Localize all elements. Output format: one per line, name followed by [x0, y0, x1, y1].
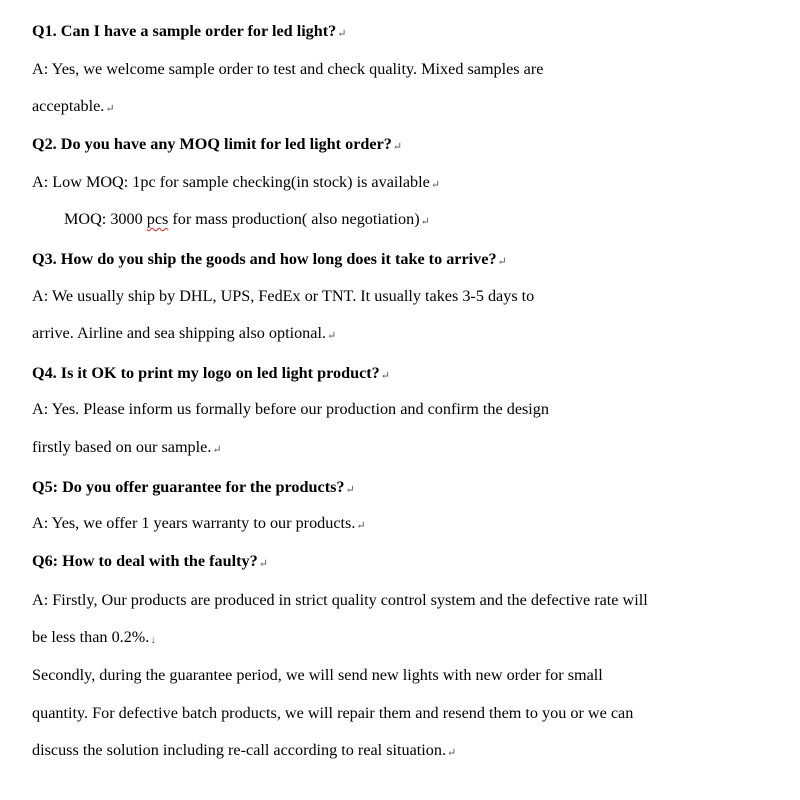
question-5-text: Q5: Do you offer guarantee for the products?	[32, 478, 345, 496]
question-2-text: Q2. Do you have any MOQ limit for led light order?	[32, 135, 392, 153]
answer-3-text-2: arrive. Airline and sea shipping also optional.	[32, 324, 327, 342]
answer-1-line-1	[32, 59, 543, 79]
question-1-text: Q1. Can I have a sample order for led light?	[32, 22, 337, 40]
answer-6-line-2	[32, 627, 156, 649]
question-2	[32, 134, 402, 156]
paragraph-mark: ↵	[392, 141, 403, 153]
answer-2-line-1	[32, 172, 440, 194]
answer-6-text-4: quantity. For defective batch products, we will repair them and resend them to you or we can	[32, 704, 634, 722]
answer-4-line-2	[32, 437, 222, 459]
answer-2-text-1: A: Low MOQ: 1pc for sample checking(in stock) is available	[32, 173, 430, 191]
answer-6-line-1	[32, 590, 648, 610]
paragraph-mark: ↵	[380, 370, 390, 382]
moq-suffix: for mass production( also negotiation)	[168, 210, 420, 228]
paragraph-mark: ↵	[105, 103, 115, 115]
answer-3-text-1: A: We usually ship by DHL, UPS, FedEx or TNT. It usually takes 3-5 days to	[32, 287, 535, 305]
answer-4-text-2: firstly based on our sample.	[32, 438, 212, 456]
answer-5-line-1	[32, 513, 366, 535]
answer-6-line-4	[32, 703, 633, 723]
answer-6-line-3	[32, 665, 603, 685]
question-4	[32, 363, 390, 385]
answer-3-line-2	[32, 323, 336, 345]
paragraph-mark: ↵	[345, 484, 355, 496]
answer-6-text-3: Secondly, during the guarantee period, we will send new lights with new order for small	[32, 666, 603, 684]
paragraph-mark: ↵	[327, 330, 337, 342]
paragraph-mark: ↵	[212, 444, 222, 456]
answer-6-text-2: be less than 0.2%.	[32, 628, 150, 646]
question-1	[32, 21, 347, 43]
question-3-text: Q3. How do you ship the goods and how long does it take to arrive?	[32, 250, 497, 268]
paragraph-mark: ↵	[356, 520, 366, 532]
answer-6-text-5: discuss the solution including re-call according to real situation.	[32, 741, 447, 759]
question-4-text: Q4. Is it OK to print my logo on led light product?	[32, 364, 380, 382]
answer-2-moq-line	[64, 209, 430, 231]
answer-4-line-1	[32, 399, 549, 419]
line-break-mark: ↓	[150, 634, 156, 646]
paragraph-mark: ↵	[430, 179, 441, 191]
question-6	[32, 551, 268, 573]
answer-6-line-5	[32, 740, 456, 762]
answer-3-line-1	[32, 286, 534, 306]
answer-6-text-1: A: Firstly, Our products are produced in strict quality control system and the defective rate will	[32, 591, 648, 609]
answer-1-text-1: A: Yes, we welcome sample order to test and check quality. Mixed samples are	[32, 60, 544, 78]
paragraph-mark: ↵	[258, 558, 268, 570]
answer-1-text-2: acceptable.	[32, 97, 105, 115]
question-5	[32, 477, 355, 499]
spellcheck-word: pcs	[146, 210, 169, 228]
question-3	[32, 249, 507, 271]
answer-4-text-1: A: Yes. Please inform us formally before our production and confirm the design	[32, 400, 549, 418]
answer-1-line-2	[32, 96, 115, 118]
answer-5-text-1: A: Yes, we offer 1 years warranty to our products.	[32, 514, 356, 532]
question-6-text: Q6: How to deal with the faulty?	[32, 552, 258, 570]
paragraph-mark: ↵	[447, 747, 457, 759]
paragraph-mark: ↵	[497, 256, 507, 268]
paragraph-mark: ↵	[420, 216, 430, 228]
paragraph-mark: ↵	[337, 28, 347, 40]
moq-prefix: MOQ: 3000	[64, 210, 147, 228]
